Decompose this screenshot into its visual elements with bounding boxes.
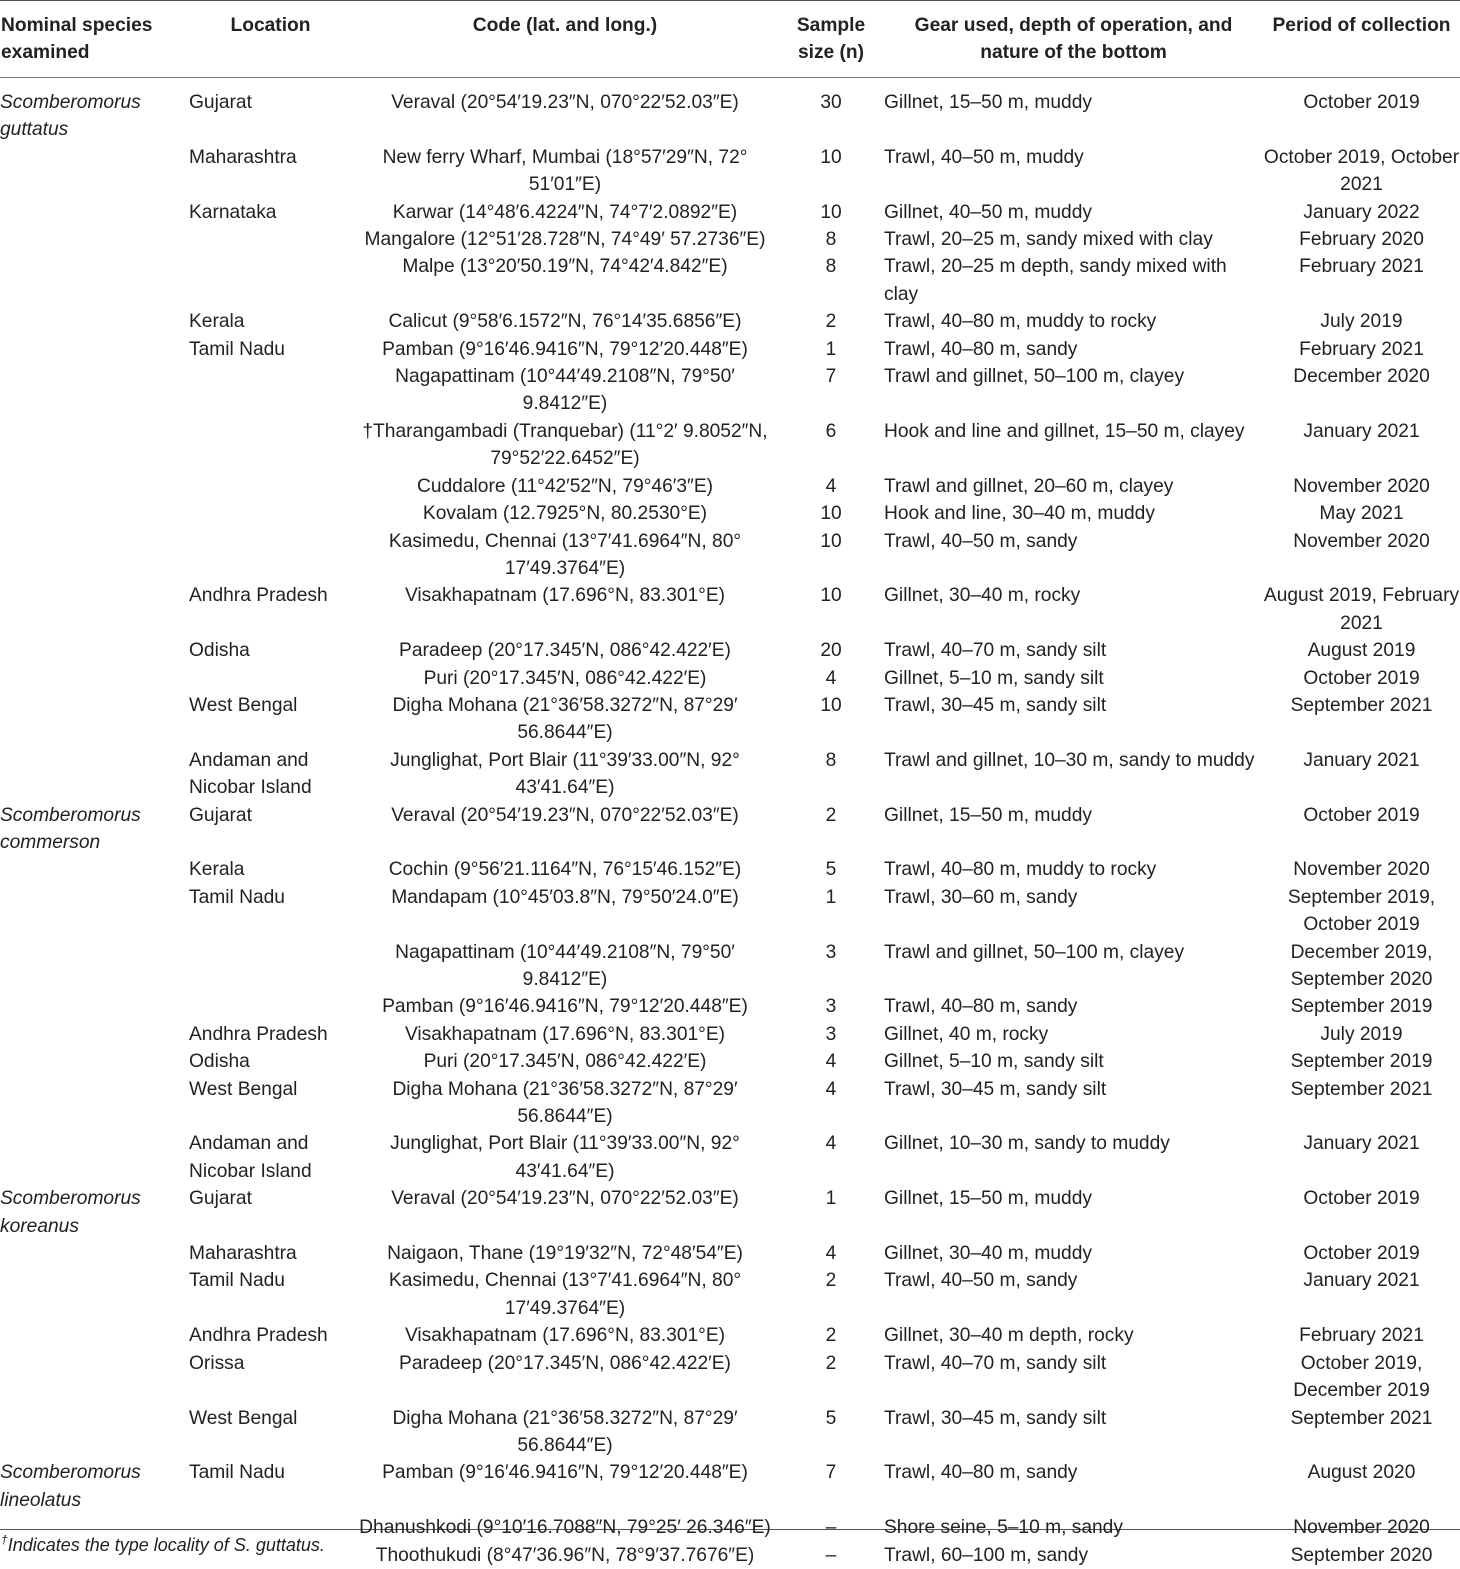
- header-species: Nominal species examined: [1, 15, 153, 63]
- cell-code: Digha Mohana (21°36′58.3272″N, 87°29′ 56.8644″E): [392, 1407, 738, 1456]
- cell-gear: Trawl, 40–50 m, sandy: [884, 1270, 1078, 1292]
- cell-gear: Trawl, 40–50 m, muddy: [884, 146, 1084, 168]
- cell-gear: Hook and line and gillnet, 15–50 m, clayey: [884, 420, 1245, 442]
- cell-gear: Trawl, 40–80 m, sandy: [884, 1462, 1078, 1484]
- cell-code: Pamban (9°16′46.9416″N, 79°12′20.448″E): [382, 338, 748, 360]
- table-row: [0, 500, 1460, 527]
- table-row: [0, 884, 1460, 939]
- table-row: [0, 582, 1460, 637]
- cell-n: –: [825, 1544, 837, 1566]
- cell-species: [0, 336, 189, 363]
- cell-gear: Trawl, 30–60 m, sandy: [884, 886, 1078, 908]
- cell-species: [0, 308, 189, 335]
- cell-species: [0, 993, 189, 1020]
- cell-location: Odisha: [189, 640, 250, 662]
- cell-location: Tamil Nadu: [189, 338, 285, 360]
- cell-location: [189, 993, 352, 1020]
- table-row: [0, 308, 1460, 335]
- cell-period: November 2020: [1293, 475, 1430, 497]
- header-location: Location: [230, 15, 311, 36]
- cell-period: October 2019: [1303, 1243, 1420, 1265]
- cell-code: Nagapattinam (10°44′49.2108″N, 79°50′ 9.8412″E): [395, 941, 735, 990]
- cell-location: [189, 939, 352, 994]
- cell-period: October 2019: [1303, 804, 1420, 826]
- cell-location: Tamil Nadu: [189, 1462, 285, 1484]
- cell-gear: Trawl, 40–80 m, muddy to rocky: [884, 859, 1157, 881]
- cell-gear: Trawl and gillnet, 50–100 m, clayey: [884, 941, 1185, 963]
- cell-period: September 2019: [1290, 1051, 1433, 1073]
- cell-location: [189, 528, 352, 583]
- cell-n: 4: [825, 475, 837, 497]
- cell-n: 10: [820, 503, 842, 525]
- cell-n: 4: [825, 1133, 837, 1155]
- cell-species: [0, 418, 189, 473]
- cell-period: September 2021: [1290, 1407, 1433, 1429]
- cell-code: Malpe (13°20′50.19″N, 74°42′4.842″E): [402, 256, 728, 278]
- cell-location: [189, 253, 352, 308]
- cell-gear: Gillnet, 15–50 m, muddy: [884, 92, 1092, 113]
- cell-species: [0, 1240, 189, 1267]
- cell-n: 1: [825, 338, 837, 360]
- cell-species: [0, 199, 189, 226]
- cell-gear: Trawl, 40–80 m, sandy: [884, 338, 1078, 360]
- cell-gear: Trawl, 30–45 m, sandy silt: [884, 1078, 1107, 1100]
- cell-gear: Gillnet, 15–50 m, muddy: [884, 804, 1092, 826]
- cell-gear: Gillnet, 40 m, rocky: [884, 1023, 1049, 1045]
- header-code: Code (lat. and long.): [472, 15, 658, 36]
- cell-gear: Trawl and gillnet, 50–100 m, clayey: [884, 366, 1185, 388]
- cell-period: January 2022: [1303, 201, 1420, 223]
- cell-species: [0, 747, 189, 802]
- cell-code: Pamban (9°16′46.9416″N, 79°12′20.448″E): [382, 1462, 748, 1484]
- cell-n: 2: [825, 1270, 837, 1292]
- cell-period: August 2020: [1307, 1462, 1416, 1484]
- cell-period: July 2019: [1320, 1023, 1403, 1045]
- cell-location: West Bengal: [189, 694, 298, 716]
- cell-n: 5: [825, 1407, 837, 1429]
- cell-code: Naigaon, Thane (19°19′32″N, 72°48′54″E): [387, 1243, 743, 1265]
- cell-location: Maharashtra: [189, 1243, 297, 1265]
- cell-location: Maharashtra: [189, 146, 297, 168]
- table-body: [0, 77, 1460, 1569]
- cell-n: 8: [825, 256, 837, 278]
- cell-location: [189, 363, 352, 418]
- footnote-mark: †: [1, 1533, 8, 1547]
- cell-period: February 2021: [1299, 256, 1424, 278]
- cell-n: 10: [820, 530, 842, 552]
- cell-n: 8: [825, 229, 837, 251]
- cell-period: December 2019, September 2020: [1290, 941, 1433, 990]
- cell-location: Kerala: [189, 311, 245, 333]
- cell-species: Scomberomorus guttatus: [0, 92, 141, 141]
- cell-period: October 2019: [1303, 667, 1420, 689]
- cell-n: 2: [825, 1352, 837, 1374]
- table-row: [0, 418, 1460, 473]
- cell-location: Kerala: [189, 859, 245, 881]
- table-row: [0, 226, 1460, 253]
- cell-location: Andhra Pradesh: [189, 1325, 328, 1347]
- cell-code: Pamban (9°16′46.9416″N, 79°12′20.448″E): [382, 996, 748, 1018]
- cell-location: Andaman and Nicobar Island: [189, 749, 312, 799]
- cell-gear: Trawl, 30–45 m, sandy silt: [884, 694, 1107, 716]
- cell-gear: Trawl, 40–70 m, sandy silt: [884, 640, 1107, 662]
- cell-period: November 2020: [1293, 1517, 1430, 1539]
- cell-code: Kasimedu, Chennai (13°7′41.6964″N, 80° 17′49.3764″E): [388, 530, 742, 579]
- cell-code: Puri (20°17.345′N, 086°42.422′E): [423, 667, 707, 689]
- cell-period: September 2019, October 2019: [1287, 886, 1436, 936]
- cell-code: Paradeep (20°17.345′N, 086°42.422′E): [399, 1352, 731, 1374]
- cell-code: Visakhapatnam (17.696°N, 83.301°E): [404, 585, 726, 607]
- table-row: [0, 1021, 1460, 1048]
- cell-species: [0, 363, 189, 418]
- cell-n: 1: [825, 1188, 837, 1210]
- table-row: [0, 528, 1460, 583]
- cell-location: West Bengal: [189, 1407, 298, 1429]
- cell-gear: Gillnet, 5–10 m, sandy silt: [884, 1051, 1104, 1073]
- cell-code: Digha Mohana (21°36′58.3272″N, 87°29′ 56.8644″E): [392, 1078, 738, 1128]
- cell-period: September 2021: [1290, 1078, 1433, 1100]
- cell-period: January 2021: [1303, 420, 1420, 442]
- cell-species: [0, 226, 189, 253]
- cell-species: [0, 473, 189, 500]
- cell-location: Gujarat: [189, 1188, 252, 1210]
- table-row: [0, 1076, 1460, 1131]
- table-row: [0, 1350, 1460, 1405]
- cell-location: Odisha: [189, 1051, 250, 1073]
- table-row: [0, 1405, 1460, 1460]
- table-row: [0, 1130, 1460, 1185]
- cell-n: 5: [825, 859, 837, 881]
- cell-gear: Gillnet, 30–40 m, rocky: [884, 585, 1081, 607]
- table-row: [0, 692, 1460, 747]
- cell-n: 4: [825, 667, 837, 689]
- cell-n: 2: [825, 311, 837, 333]
- cell-n: 10: [820, 146, 842, 168]
- cell-code: †Tharangambadi (Tranquebar) (11°2′ 9.8052″N, 79°52′22.6452″E): [362, 420, 768, 470]
- cell-code: Thoothukudi (8°47′36.96″N, 78°9′37.7676″E): [375, 1544, 755, 1566]
- table-row: [0, 1267, 1460, 1322]
- cell-code: Junglighat, Port Blair (11°39′33.00″N, 92° 43′41.64″E): [390, 749, 740, 799]
- cell-period: September 2021: [1290, 694, 1433, 716]
- cell-gear: Gillnet, 10–30 m, sandy to muddy: [884, 1133, 1170, 1155]
- cell-code: Nagapattinam (10°44′49.2108″N, 79°50′ 9.8412″E): [395, 366, 735, 415]
- cell-location: Andhra Pradesh: [189, 1023, 328, 1045]
- cell-period: October 2019: [1303, 1188, 1420, 1210]
- cell-species: Scomberomorus lineolatus: [0, 1462, 141, 1511]
- cell-n: 10: [820, 201, 842, 223]
- table-row: [0, 1240, 1460, 1267]
- cell-period: May 2021: [1319, 503, 1404, 525]
- cell-location: Tamil Nadu: [189, 1270, 285, 1292]
- table-row: [0, 637, 1460, 664]
- cell-n: 3: [825, 1023, 837, 1045]
- cell-code: Digha Mohana (21°36′58.3272″N, 87°29′ 56.8644″E): [392, 694, 738, 744]
- cell-n: 30: [820, 92, 842, 113]
- cell-n: 3: [825, 996, 837, 1018]
- cell-gear: Shore seine, 5–10 m, sandy: [884, 1517, 1123, 1539]
- cell-gear: Gillnet, 30–40 m, muddy: [884, 1243, 1092, 1265]
- cell-location: Tamil Nadu: [189, 886, 285, 908]
- table-row: [0, 1048, 1460, 1075]
- cell-period: October 2019, October 2021: [1263, 146, 1460, 196]
- cell-gear: Hook and line, 30–40 m, muddy: [884, 503, 1155, 525]
- cell-n: 10: [820, 585, 842, 607]
- cell-location: Karnataka: [189, 201, 277, 223]
- cell-code: Cochin (9°56′21.1164″N, 76°15′46.152″E): [388, 859, 742, 881]
- cell-period: December 2020: [1293, 366, 1430, 388]
- cell-code: New ferry Wharf, Mumbai (18°57′29″N, 72° 51′01″E): [382, 146, 748, 196]
- cell-code: Mangalore (12°51′28.728″N, 74°49′ 57.2736″E): [364, 229, 766, 251]
- table-row: [0, 253, 1460, 308]
- cell-location: [189, 473, 352, 500]
- table-row: [0, 336, 1460, 363]
- cell-species: [0, 500, 189, 527]
- cell-location: [189, 226, 352, 253]
- cell-period: July 2019: [1320, 311, 1403, 333]
- cell-location: [189, 418, 352, 473]
- cell-period: November 2020: [1293, 859, 1430, 881]
- cell-n: –: [825, 1517, 837, 1539]
- cell-species: [0, 692, 189, 747]
- cell-n: 2: [825, 1325, 837, 1347]
- cell-period: February 2021: [1299, 338, 1424, 360]
- cell-n: 20: [820, 640, 842, 662]
- table-row: [0, 144, 1460, 199]
- cell-gear: Trawl, 40–80 m, sandy: [884, 996, 1078, 1018]
- cell-location: Gujarat: [189, 804, 252, 826]
- cell-n: 2: [825, 804, 837, 826]
- cell-n: 1: [825, 886, 837, 908]
- cell-code: Karwar (14°48′6.4224″N, 74°7′2.0892″E): [392, 201, 738, 223]
- cell-code: Visakhapatnam (17.696°N, 83.301°E): [404, 1023, 726, 1045]
- cell-species: [0, 1350, 189, 1405]
- table-row: [0, 993, 1460, 1020]
- table-row: [0, 856, 1460, 883]
- cell-gear: Trawl, 20–25 m, sandy mixed with clay: [884, 229, 1213, 251]
- cell-period: January 2021: [1303, 1270, 1420, 1292]
- cell-gear: Trawl and gillnet, 20–60 m, clayey: [884, 475, 1174, 497]
- cell-species: [0, 1130, 189, 1185]
- cell-n: 3: [825, 941, 837, 963]
- cell-period: October 2019: [1303, 92, 1420, 113]
- cell-code: Kasimedu, Chennai (13°7′41.6964″N, 80° 17′49.3764″E): [388, 1270, 742, 1319]
- table-row: [0, 747, 1460, 802]
- cell-period: August 2019, February 2021: [1263, 585, 1460, 634]
- cell-code: Mandapam (10°45′03.8″N, 79°50′24.0″E): [391, 886, 739, 908]
- cell-n: 7: [825, 1462, 837, 1484]
- cell-species: [0, 939, 189, 994]
- cell-species: [0, 1048, 189, 1075]
- cell-period: October 2019, December 2019: [1293, 1352, 1430, 1402]
- table-row: [0, 199, 1460, 226]
- cell-location: Andaman and Nicobar Island: [189, 1133, 312, 1182]
- table-row: [0, 939, 1460, 994]
- cell-species: Scomberomorus commerson: [0, 804, 141, 853]
- cell-location: Orissa: [189, 1352, 245, 1374]
- header-sample-size: Sample size (n): [796, 15, 866, 63]
- header-period: Period of collection: [1272, 15, 1451, 36]
- footnote-text: Indicates the type locality of S. guttatus.: [7, 1535, 325, 1555]
- cell-period: November 2020: [1293, 530, 1430, 552]
- cell-gear: Trawl, 40–50 m, sandy: [884, 530, 1078, 552]
- cell-gear: Gillnet, 30–40 m depth, rocky: [884, 1325, 1134, 1347]
- cell-location: Andhra Pradesh: [189, 585, 328, 607]
- cell-gear: Trawl, 20–25 m depth, sandy mixed with clay: [884, 256, 1227, 305]
- cell-gear: Gillnet, 40–50 m, muddy: [884, 201, 1092, 223]
- cell-period: February 2021: [1299, 1325, 1424, 1347]
- cell-period: September 2019: [1290, 996, 1433, 1018]
- cell-gear: Trawl, 30–45 m, sandy silt: [884, 1407, 1107, 1429]
- cell-species: [0, 1076, 189, 1131]
- header-row: [0, 0, 1460, 77]
- cell-gear: Gillnet, 5–10 m, sandy silt: [884, 667, 1104, 689]
- table-row: [0, 1322, 1460, 1349]
- cell-code: Calicut (9°58′6.1572″N, 76°14′35.6856″E): [388, 311, 742, 333]
- cell-n: 4: [825, 1051, 837, 1073]
- cell-code: Veraval (20°54′19.23″N, 070°22′52.03″E): [391, 92, 739, 113]
- table-row: [0, 665, 1460, 692]
- cell-period: January 2021: [1303, 749, 1420, 771]
- footnote: [1, 1533, 325, 1557]
- cell-gear: Trawl, 40–70 m, sandy silt: [884, 1352, 1107, 1374]
- cell-n: 8: [825, 749, 837, 771]
- table-row: [0, 363, 1460, 418]
- cell-species: [0, 1021, 189, 1048]
- cell-species: [0, 884, 189, 939]
- table-row: [0, 1459, 1460, 1514]
- cell-location: West Bengal: [189, 1078, 298, 1100]
- cell-species: [0, 1267, 189, 1322]
- table-row: [0, 77, 1460, 144]
- cell-location: [189, 500, 352, 527]
- cell-n: 7: [825, 366, 837, 388]
- cell-period: January 2021: [1303, 1133, 1420, 1155]
- cell-species: [0, 253, 189, 308]
- cell-code: Visakhapatnam (17.696°N, 83.301°E): [404, 1325, 726, 1347]
- cell-species: [0, 637, 189, 664]
- cell-period: February 2020: [1299, 229, 1424, 251]
- cell-gear: Trawl, 60–100 m, sandy: [884, 1544, 1089, 1566]
- header-gear: Gear used, depth of operation, and nature of the bottom: [914, 15, 1233, 63]
- cell-code: Cuddalore (11°42′52″N, 79°46′3″E): [416, 475, 714, 497]
- cell-location: Gujarat: [189, 92, 252, 113]
- cell-period: September 2020: [1290, 1544, 1433, 1566]
- cell-location: [189, 665, 352, 692]
- cell-n: 4: [825, 1078, 837, 1100]
- cell-species: [0, 582, 189, 637]
- cell-n: 6: [825, 420, 837, 442]
- cell-period: August 2019: [1307, 640, 1416, 662]
- cell-species: [0, 1405, 189, 1460]
- cell-code: Kovalam (12.7925°N, 80.2530°E): [422, 503, 708, 525]
- table-row: [0, 1185, 1460, 1240]
- cell-code: Junglighat, Port Blair (11°39′33.00″N, 92° 43′41.64″E): [390, 1133, 740, 1182]
- cell-code: Puri (20°17.345′N, 086°42.422′E): [423, 1051, 707, 1073]
- cell-code: Veraval (20°54′19.23″N, 070°22′52.03″E): [391, 804, 739, 826]
- cell-species: [0, 144, 189, 199]
- cell-species: [0, 1322, 189, 1349]
- cell-gear: Trawl and gillnet, 10–30 m, sandy to muddy: [884, 749, 1255, 771]
- cell-species: [0, 528, 189, 583]
- cell-species: [0, 665, 189, 692]
- table-row: [0, 473, 1460, 500]
- cell-code: Dhanushkodi (9°10′16.7088″N, 79°25′ 26.346″E): [359, 1517, 771, 1539]
- cell-gear: Gillnet, 15–50 m, muddy: [884, 1188, 1092, 1210]
- cell-n: 10: [820, 694, 842, 716]
- table-row: [0, 802, 1460, 857]
- cell-species: [0, 856, 189, 883]
- cell-species: Scomberomorus koreanus: [0, 1188, 141, 1237]
- cell-n: 4: [825, 1243, 837, 1265]
- cell-gear: Trawl, 40–80 m, muddy to rocky: [884, 311, 1157, 333]
- cell-code: Paradeep (20°17.345′N, 086°42.422′E): [399, 640, 731, 662]
- cell-code: Veraval (20°54′19.23″N, 070°22′52.03″E): [391, 1188, 739, 1210]
